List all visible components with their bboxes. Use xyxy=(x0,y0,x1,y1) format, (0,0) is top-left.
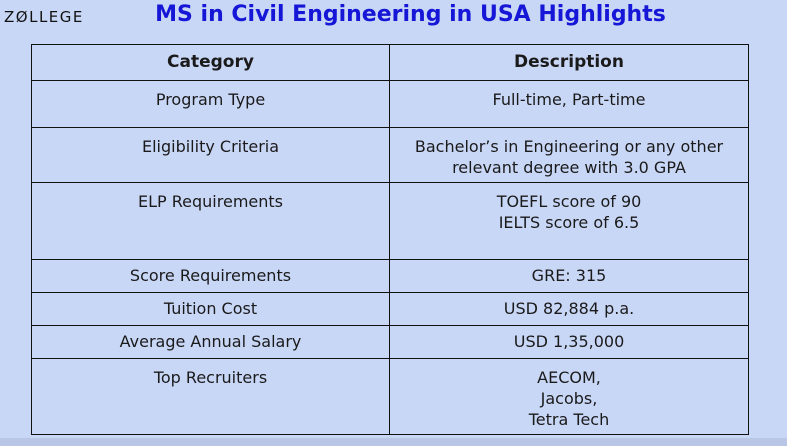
description-cell xyxy=(390,183,749,260)
description-cell xyxy=(390,359,749,435)
description-line: AECOM, xyxy=(537,368,601,387)
table-row xyxy=(32,183,749,260)
category-cell: Top Recruiters xyxy=(32,359,390,435)
description-line: Jacobs, xyxy=(540,389,598,408)
table-row xyxy=(32,81,749,128)
table-row xyxy=(32,359,749,435)
bottom-divider xyxy=(0,438,787,446)
description-line: USD 1,35,000 xyxy=(513,332,625,351)
highlights-table xyxy=(31,44,749,435)
description-line: Tetra Tech xyxy=(528,410,610,429)
description-line: relevant degree with 3.0 GPA xyxy=(452,158,686,177)
header-category: Category xyxy=(32,45,390,81)
table-header-row xyxy=(32,45,749,81)
zollege-logo[interactable]: ZØLLEGE xyxy=(4,8,84,26)
description-line: USD 82,884 p.a. xyxy=(503,299,635,318)
description-line: Bachelor’s in Engineering or any other xyxy=(414,137,724,156)
table-row xyxy=(32,260,749,293)
description-line: GRE: 315 xyxy=(531,266,607,285)
category-cell: ELP Requirements xyxy=(32,183,390,260)
table-row xyxy=(32,326,749,359)
category-cell: Eligibility Criteria xyxy=(32,128,390,183)
description-cell xyxy=(390,81,749,128)
description-cell xyxy=(390,326,749,359)
page-title: MS in Civil Engineering in USA Highlights xyxy=(155,2,666,27)
category-cell: Score Requirements xyxy=(32,260,390,293)
table-row xyxy=(32,293,749,326)
category-cell: Average Annual Salary xyxy=(32,326,390,359)
category-cell: Program Type xyxy=(32,81,390,128)
description-cell xyxy=(390,128,749,183)
description-cell xyxy=(390,260,749,293)
description-line: Full-time, Part-time xyxy=(492,90,646,109)
description-line: TOEFL score of 90 xyxy=(496,192,642,211)
header-description: Description xyxy=(390,45,749,81)
description-line: IELTS score of 6.5 xyxy=(498,213,640,232)
category-cell: Tuition Cost xyxy=(32,293,390,326)
description-cell xyxy=(390,293,749,326)
table-row xyxy=(32,128,749,183)
